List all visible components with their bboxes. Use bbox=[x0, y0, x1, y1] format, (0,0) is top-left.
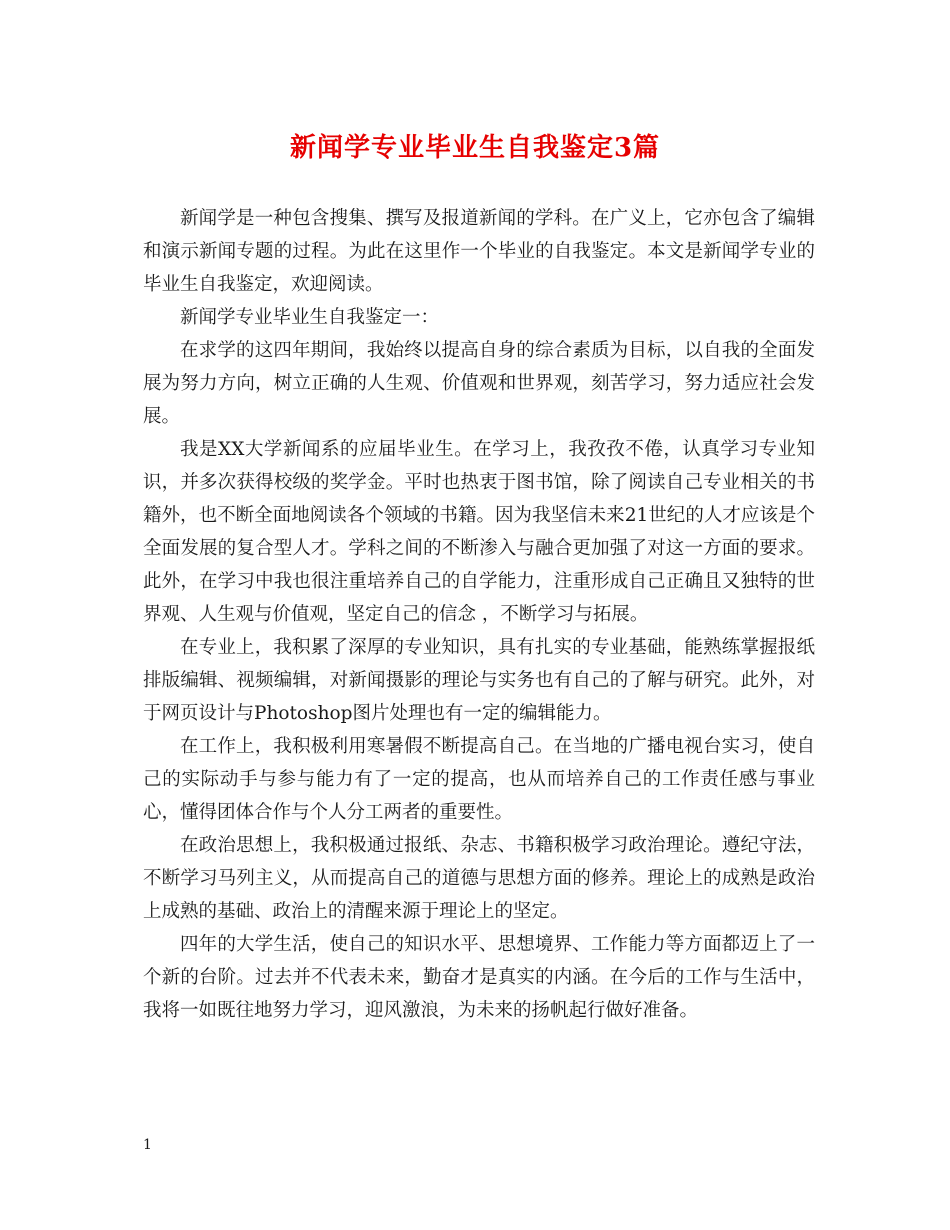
paragraph-work: 在工作上，我积极利用寒暑假不断提高自己。在当地的广播电视台实习，使自己的实际动手与参与能力有了一定的提高，也从而培养自己的工作责任感与事业心，懂得团体合作与个人分工两者的重要性。 bbox=[143, 736, 815, 823]
paragraph-politics: 在政治思想上，我积极通过报纸、杂志、书籍积极学习政治理论。遵纪守法，不断学习马列主义，从而提高自己的道德与思想方面的修养。理论上的成熟是政治上成熟的基础、政治上的清醒来源于理论上的坚定。 bbox=[143, 835, 815, 922]
paragraph-conclusion: 四年的大学生活，使自己的知识水平、思想境界、工作能力等方面都迈上了一个新的台阶。过去并不代表未来，勤奋才是真实的内涵。在今后的工作与生活中，我将一如既往地努力学习，迎风激浪，为未来的扬帆起行做好准备。 bbox=[143, 934, 815, 1021]
document-body bbox=[143, 202, 815, 1027]
paragraph-professional: 在专业上，我积累了深厚的专业知识，具有扎实的专业基础，能熟练掌握报纸排版编辑、视频编辑，对新闻摄影的理论与实务也有自己的了解与研究。此外，对于网页设计与Photoshop图片处理也有一定的编辑能力。 bbox=[143, 637, 815, 724]
paragraph-study-goal: 在求学的这四年期间，我始终以提高自身的综合素质为目标，以自我的全面发展为努力方向，树立正确的人生观、价值观和世界观，刻苦学习，努力适应社会发展。 bbox=[143, 340, 815, 427]
paragraph-study: 我是XX大学新闻系的应届毕业生。在学习上，我孜孜不倦，认真学习专业知识，并多次获得校级的奖学金。平时也热衷于图书馆，除了阅读自己专业相关的书籍外，也不断全面地阅读各个领域的书籍。因为我坚信未来21世纪的人才应该是个全面发展的复合型人才。学科之间的不断渗入与融合更加强了对这一方面的要求。此外，在学习中我也很注重培养自己的自学能力，注重形成自己正确且又独特的世界观、人生观与价值观，坚定自己的信念 ，不断学习与拓展。 bbox=[143, 439, 815, 625]
paragraph-section-heading: 新闻学专业毕业生自我鉴定一： bbox=[180, 307, 440, 328]
paragraph-intro: 新闻学是一种包含搜集、撰写及报道新闻的学科。在广义上，它亦包含了编辑和演示新闻专题的过程。为此在这里作一个毕业的自我鉴定。本文是新闻学专业的毕业生自我鉴定，欢迎阅读。 bbox=[143, 208, 815, 295]
document-title: 新闻学专业毕业生自我鉴定3篇 bbox=[289, 133, 661, 163]
page-number: 1 bbox=[143, 1137, 152, 1153]
